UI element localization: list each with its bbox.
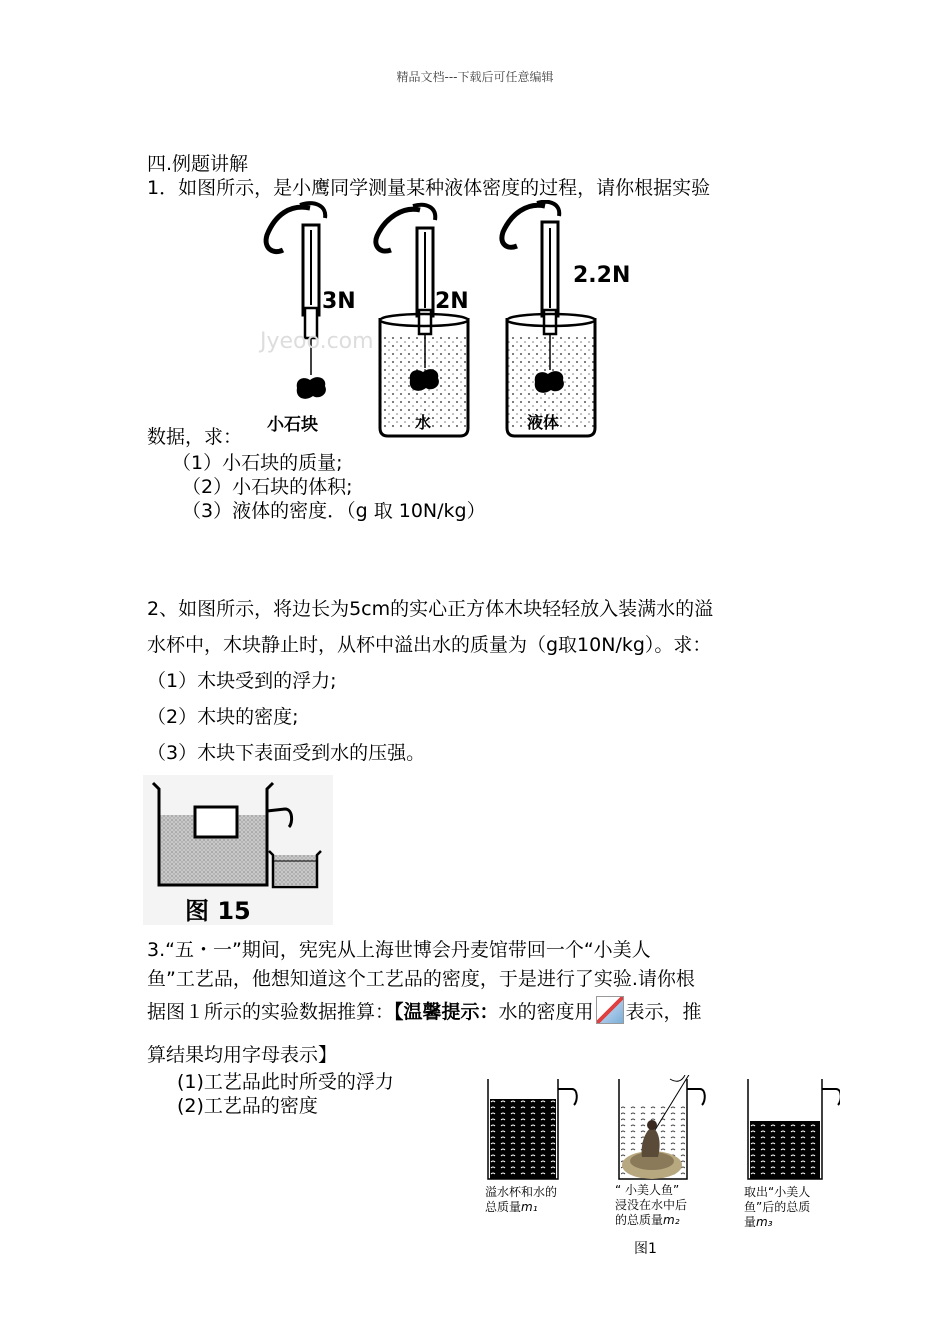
q3-hint-label: 【温馨提示： (394, 1001, 499, 1023)
label-stone: 小石块 (267, 415, 318, 435)
q3-sub1: (1)工艺品此时所受的浮力 (177, 1071, 394, 1093)
q1-figure (255, 200, 635, 445)
figure-1-label: 图1 (634, 1241, 657, 1257)
label-water: 水 (415, 413, 432, 432)
caption-cup-3: 取出“小美人 鱼”后的总质 量m₃ (744, 1185, 811, 1229)
broken-image-icon (596, 996, 624, 1024)
label-liquid: 液体 (527, 413, 560, 432)
caption-cup-2: “ 小美人鱼” 浸没在水中后 的总质量m₂ (615, 1183, 688, 1227)
caption-cup-1: 溢水杯和水的 总质量m₁ (485, 1185, 558, 1214)
reading-1: 3N (322, 289, 356, 314)
section-title: 四.例题讲解 (147, 153, 249, 175)
figure-15-caption: 图 15 (185, 897, 251, 925)
page-header: 精品文档---下载后可任意编辑 (396, 70, 554, 84)
q3-line4: 算结果均用字母表示】 (147, 1044, 338, 1066)
reading-3: 2.2N (573, 263, 631, 288)
q2-sub1: （1）木块受到的浮力; (147, 670, 337, 692)
q1-line2: 数据，求： (147, 426, 243, 448)
overflow-cup-3 (748, 1079, 840, 1179)
q3-line1: 3.“五・一”期间，宪宪从上海世博会丹麦馆带回一个“小美人 (147, 939, 651, 961)
q3-line3-suffix: 表示，推 (625, 1001, 702, 1023)
q2-sub2: （2）木块的密度; (147, 706, 299, 728)
q1-sub3: （3）液体的密度．（g 取 10N/kg） (182, 500, 486, 522)
q2-sub3: （3）木块下表面受到水的压强。 (147, 742, 426, 764)
q1-sub2: （2）小石块的体积; (182, 476, 353, 498)
overflow-cup-2 (619, 1075, 705, 1179)
q3-line3-prefix: 据图１所示的实验数据推算： (147, 1001, 395, 1023)
reading-2: 2N (435, 289, 469, 314)
q3-figure (480, 1075, 840, 1190)
q1-line1: 1．如图所示，是小鹰同学测量某种液体密度的过程，请你根据实验 (147, 177, 711, 199)
q3-line3 (147, 996, 702, 1024)
q3-sub2: (2)工艺品的密度 (177, 1095, 318, 1117)
q1-sub1: （1）小石块的质量; (172, 452, 343, 474)
q2-line1: 2、如图所示，将边长为5cm的实心正方体木块轻轻放入装满水的溢 (147, 598, 714, 620)
spring-scale-1 (266, 203, 326, 399)
q3-line2: 鱼”工艺品，他想知道这个工艺品的密度，于是进行了实验.请你根 (147, 968, 695, 990)
overflow-cup-1 (488, 1079, 577, 1179)
q2-figure (143, 775, 333, 925)
q3-line3-mid: 水的密度用 (498, 1001, 594, 1023)
watermark: Jyeoo.com (260, 329, 374, 354)
q2-line2: 水杯中，木块静止时，从杯中溢出水的质量为（g取10N/kg）。求： (147, 634, 712, 656)
